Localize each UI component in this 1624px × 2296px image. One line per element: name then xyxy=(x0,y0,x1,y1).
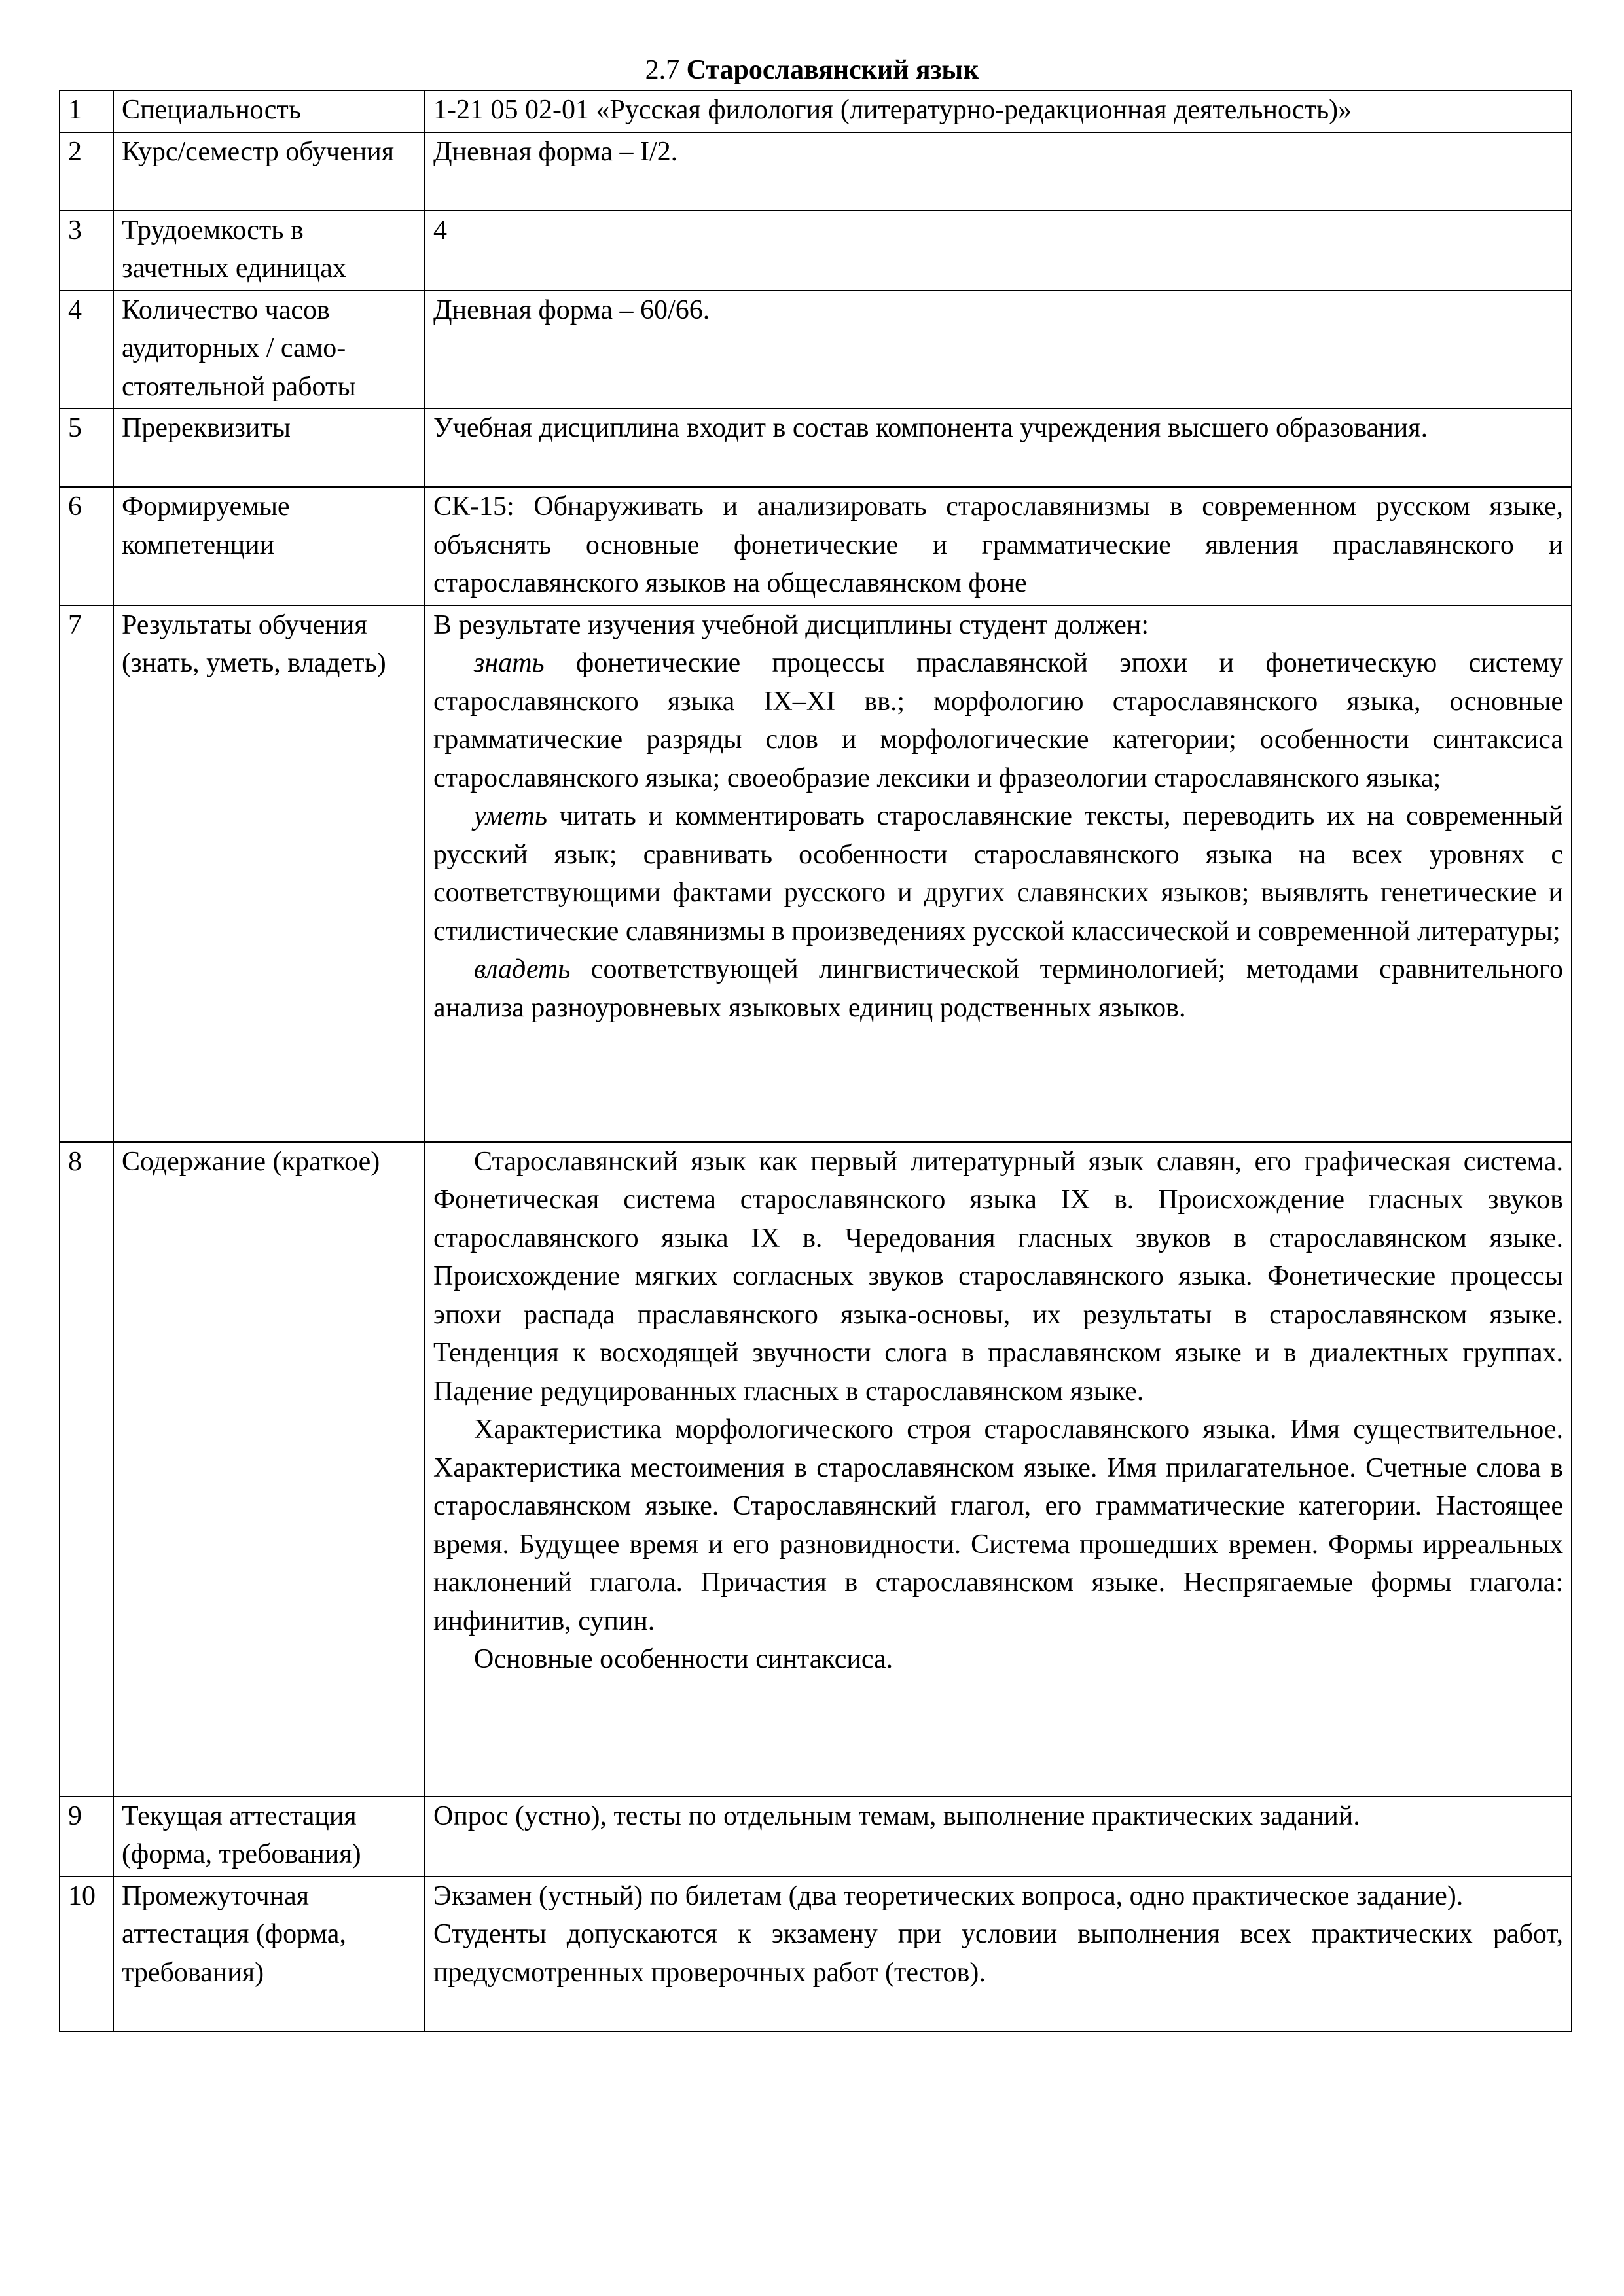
row-content xyxy=(425,1797,1572,1876)
row-label: Количество часов аудиторных / само-стоятельной работы xyxy=(113,291,425,409)
row-number: 1 xyxy=(60,90,113,132)
content-paragraph: Экзамен (устный) по билетам (два теоретических вопроса, одно практическое задание). xyxy=(433,1880,1464,1911)
content-paragraph: Опрос (устно), тесты по отдельным темам, выполнение практических заданий. xyxy=(433,1801,1360,1831)
row-number: 2 xyxy=(60,132,113,211)
row-content xyxy=(425,487,1572,605)
section-number: 2.7 xyxy=(645,55,680,85)
row-number: 6 xyxy=(60,487,113,605)
row-number: 3 xyxy=(60,211,113,291)
content-paragraph: Учебная дисциплина входит в состав компонента учреждения высшего образования. xyxy=(433,413,1428,443)
row-number: 8 xyxy=(60,1142,113,1797)
content-paragraph-can: уметь читать и комментировать старославянские тексты, переводить их на современный русский язык; сравнивать особенности старославянского языка на всех уровнях с соответствующими фактами русского и других славянских языков; выявлять генетические и стилистические славянизмы в произведениях русской классической и современной литературы; xyxy=(433,801,1563,946)
content-paragraph-own: владеть соответствующей лингвистической терминологией; методами сравнительного анализа разноуровневых языковых единиц родственных языков. xyxy=(433,954,1563,1023)
row-content xyxy=(425,90,1572,132)
section-title: Старославянский язык xyxy=(686,55,979,85)
table-row xyxy=(60,487,1572,605)
content-paragraph: Основные особенности синтаксиса. xyxy=(474,1644,893,1674)
row-content xyxy=(425,605,1572,1142)
content-paragraph: СК-15: Обнаруживать и анализировать старославянизмы в современном русском языке, объяснять основные фонетические и грамматические явления праславянского и старославянского языков на общеславянском фоне xyxy=(433,492,1563,598)
discipline-table xyxy=(59,90,1572,2032)
content-paragraph: Дневная форма – 60/66. xyxy=(433,295,710,325)
row-number: 7 xyxy=(60,605,113,1142)
table-row xyxy=(60,1142,1572,1797)
row-label: Пререквизиты xyxy=(113,408,425,487)
term-know: знать xyxy=(474,648,545,678)
row-label: Формируемые компетенции xyxy=(113,487,425,605)
table-row xyxy=(60,408,1572,487)
content-paragraph: 4 xyxy=(433,215,447,245)
row-number: 5 xyxy=(60,408,113,487)
row-content xyxy=(425,211,1572,291)
content-paragraph-know: знать фонетические процессы праславянской эпохи и фонетическую систему старославянского языка IX–XI вв.; морфологию старославянского языка, основные грамматические разряды слов и морфологические категории; особенности синтаксиса старославянского языка; своеобразие лексики и фразеологии старославянского языка; xyxy=(433,648,1563,793)
table-row xyxy=(60,291,1572,409)
row-label: Текущая аттестация (форма, требования) xyxy=(113,1797,425,1876)
table-row xyxy=(60,1797,1572,1876)
table-row xyxy=(60,605,1572,1142)
row-number: 9 xyxy=(60,1797,113,1876)
content-paragraph: В результате изучения учебной дисциплины студент должен: xyxy=(433,609,1149,640)
row-label: Трудоемкость в зачетных единицах xyxy=(113,211,425,291)
row-content xyxy=(425,408,1572,487)
row-label: Специальность xyxy=(113,90,425,132)
content-paragraph: Старославянский язык как первый литературный язык славян, его графическая система. Фонетическая система старославянского языка IX в. Происхождение гласных звуков старославянского языка IX в. Чередования гласных звуков в старославянском языке. Происхождение мягких согласных звуков старославянского языка. Фонетические процессы эпохи распада праславянского языка-основы, их результаты в старославянском языке. Тенденция к восходящей звучности слога в праславянском языке и в диалектных группах. Падение редуцированных гласных в старославянском языке. xyxy=(433,1146,1563,1407)
row-content xyxy=(425,291,1572,409)
content-paragraph: Характеристика морфологического строя старославянского языка. Имя существительное. Характеристика местоимения в старославянском языке. Имя прилагательное. Счетные слова в старославянском языке. Старославянский глагол, его грамматические категории. Настоящее время. Будущее время и его разновидности. Система прошедших времен. Формы ирреальных наклонений глагола. Причастия в старославянском языке. Неспрягаемые формы глагола: инфинитив, супин. xyxy=(433,1414,1563,1636)
table-row xyxy=(60,132,1572,211)
row-content xyxy=(425,1876,1572,2032)
table-row xyxy=(60,90,1572,132)
term-own: владеть xyxy=(474,954,571,984)
table-row xyxy=(60,1876,1572,2032)
row-label: Содержание (краткое) xyxy=(113,1142,425,1797)
row-label: Результаты обучения (знать, уметь, владеть) xyxy=(113,605,425,1142)
row-number: 10 xyxy=(60,1876,113,2032)
row-content xyxy=(425,1142,1572,1797)
page-title xyxy=(0,54,1624,86)
row-number: 4 xyxy=(60,291,113,409)
row-content xyxy=(425,132,1572,211)
content-paragraph: Дневная форма – I/2. xyxy=(433,136,678,167)
content-paragraph: 1-21 05 02-01 «Русская филология (литературно-редакционная деятельность)» xyxy=(433,95,1352,125)
row-label: Курс/семестр обучения xyxy=(113,132,425,211)
table-row xyxy=(60,211,1572,291)
term-can: уметь xyxy=(474,801,547,831)
row-label: Промежуточная аттестация (форма, требования) xyxy=(113,1876,425,2032)
content-paragraph: Студенты допускаются к экзамену при условии выполнения всех практических работ, предусмотренных проверочных работ (тестов). xyxy=(433,1919,1563,1988)
